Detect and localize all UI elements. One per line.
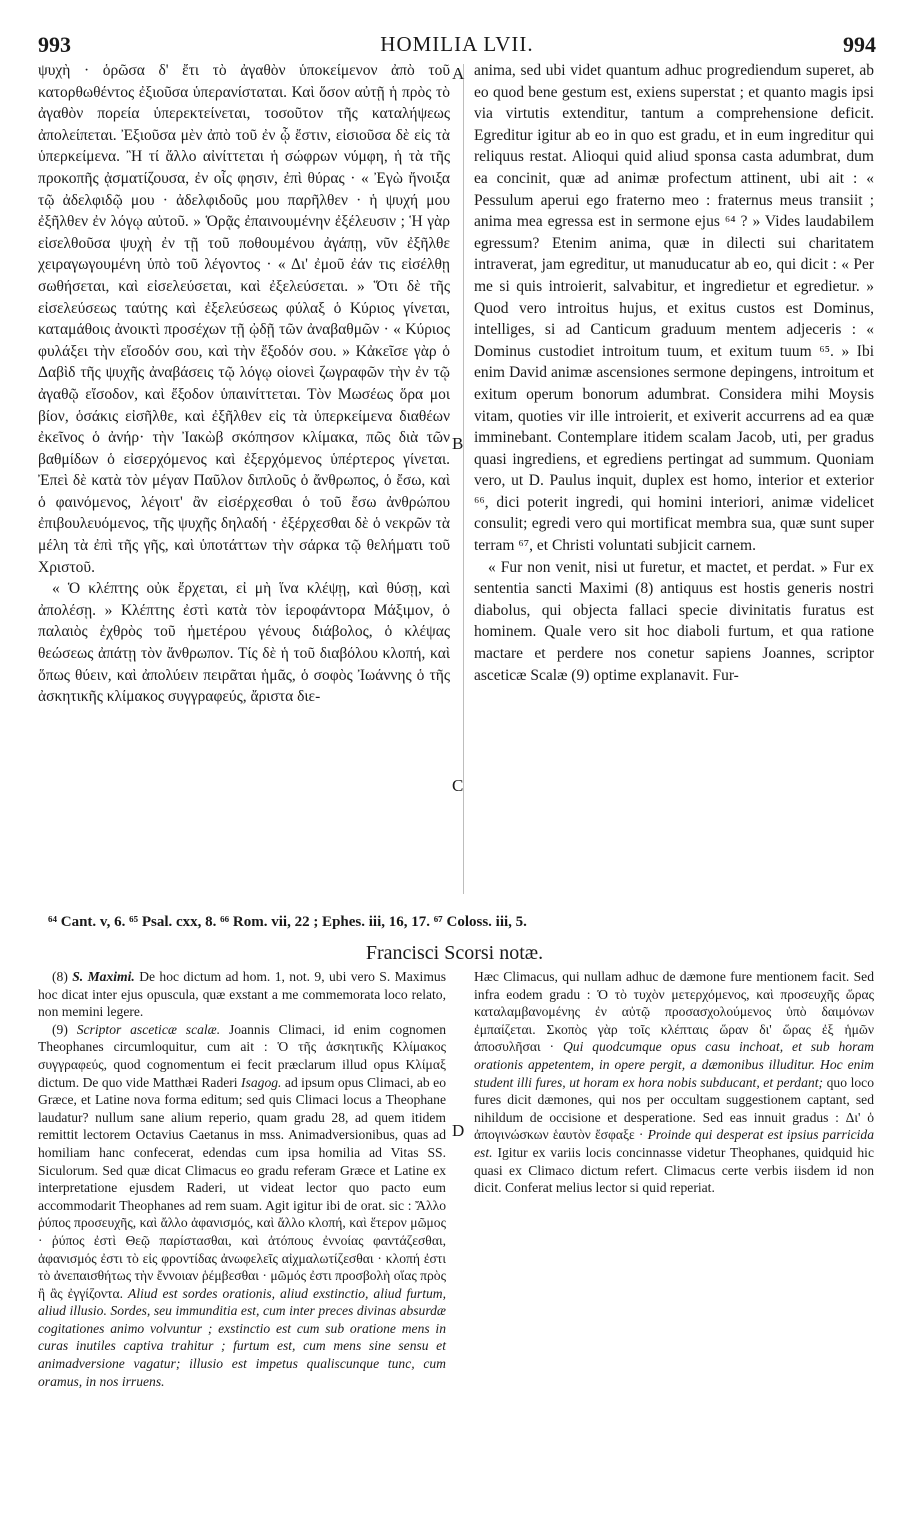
note-9-number: (9)	[52, 1021, 68, 1037]
column-divider	[463, 64, 464, 894]
latin-column	[474, 60, 874, 686]
greek-paragraph-2: « Ὁ κλέπτης οὐκ ἔρχεται, εἰ μὴ ἵνα κλέψῃ, καὶ θύσῃ, καὶ ἀπολέσῃ. » Κλέπτης ἐστὶ κατὰ τὸν ἱεροφάντορα Μάξιμον, ὁ παλαιὸς ἐχθρὸς τοῦ ἡμετέρου γένους διάβολος, ὁ κλέψας θεώσεως ἀπάτῃ τὸν ἄνθρωπον. Τίς δὲ ἡ τοῦ διαβόλου κλοπή, καὶ ὅπως θύειν, καὶ ἀπολύειν πειρᾶται ἡμᾶς, ὁ σοφὸς Ἰωάννης ὁ τῆς ἀσκητικῆς κλίμακος συγγραφεύς, ἄριστα διε-	[38, 580, 450, 706]
note-9-heading: Scriptor asceticæ scalæ.	[76, 1021, 221, 1037]
latin-paragraph-1: anima, sed ubi videt quantum adhuc progrediendum superet, ab eo quod bene gestum est, exiens superstat ; et quanto magis ipsi via virtutis extenditur, tantum a comprehensione deficit. Egreditur igitur ab eo in quo est gradu, et in eum ingreditur qui reliquus restat. Alioqui quid aliud sponsa casta adumbrat, dum ea concinit, quæ ad animæ profectum attinent, ubi ait : « Pessulum aperui ego fraterno meo : fraternus meus transiit ; anima mea egressa est in sermone ejus ⁶⁴ ? » Vides laudabilem egressum? Etenim anima, quæ in dilecti sui charitatem intraverat, jam egreditur, ut manuducatur ab eo, qui dicit : « Per me si quis introierit, salvabitur, et ingredietur et egredietur. » Quod vero introitus hujus, et exitus custos est Dominus, intelliges, si ad Canticum graduum mentem adjeceris : « Dominus custodiet introitum tuum, et exitum tuum ⁶⁵. » Ibi enim David animæ ascensiones sermone depingens, introitum et exitum operum bonorum adumbrat. Considera mihi Moysis vitam, quoties vir ille introierit, et exiverit accurrens ad ea quæ imminebant. Contemplare itidem scalam Jacob, uti, per gradus quasi ingrediens, et egrediens pertingat ad summum. Quoniam vero, ut D. Paulus inquit, duplex est homo, interior et exterior ⁶⁶, dici poterit ingredi, qui homini interiori, animæ videlicet consulit; egredi vero qui mortificat membra sua, quæ sunt super terram ⁶⁷, et Christi voluntati subjicit carnem.	[474, 62, 874, 555]
running-title: HOMILIA LVII.	[380, 32, 534, 56]
greek-paragraph-1: ψυχὴ · ὁρῶσα δ' ἔτι τὸ ἀγαθὸν ὑποκείμενον ἀπὸ τοῦ κατορθωθέντος ἐξιοῦσα ὑπερανίσταται. Καὶ ὅσον αὐτῇ ἡ πρὸς τὸ ἀγαθὸν πορεία ὑπερεκτείνεται, τοσοῦτον τῆς καταλήψεως ἀπολείπεται. Ἐξιοῦσα μὲν ἀπὸ τοῦ ἐν ᾧ ἔστιν, εἰσιοῦσα δὲ εἰς τὰ ὑπερκείμενα. Ἢ τί ἄλλο αἰνίττεται ἡ σώφρων νύμφη, ἡ τὰ τῆς προκοπῆς ᾀσματίζουσα, ἐν οἷς φησιν, ἐπὶ θύρας · « Ἐγὼ ἤνοιξα τῷ ἀδελφιδῷ μου · ἀδελφιδοῦς μου παρῆλθεν · ἡ ψυχή μου ἐξῆλθεν ἐν λόγῳ αὐτοῦ. » Ὁρᾷς ἐπαινουμένην ἐξέλευσιν ; Ἡ γὰρ εἰσελθοῦσα ψυχὴ ἐν τῇ τοῦ ποθουμένου ἀγάπῃ, νῦν ἐξῆλθε χειραγωγουμένη ὑπὸ τοῦ λέγοντος · « Δι' ἐμοῦ ἐάν τις εἰσέλθῃ σωθήσεται, καὶ εἰσελεύσεται, καὶ ἐξελεύσεται. » Ὅτι δὲ τῆς εἰσελεύσεως ταύτης καὶ ἐξελεύσεως φύλαξ ὁ Κύριος γίνεται, καταμάθοις ἀνοικτὶ προσέχων τῇ ᾠδῇ τῶν ἀναβαθμῶν · « Κύριος φυλάξει τὴν εἴσοδόν σου, καὶ τὴν ἔξοδόν σου. » Κἀκεῖσε γὰρ ὁ Δαβὶδ τῆς ψυχῆς ἀναβάσεις τῷ λόγῳ οἱονεὶ ζωγραφῶν τὴν ἐν τῷ ἀγαθῷ εἴσοδον, καὶ ἔξοδον ὑπαινίττεται. Τὸν Μωσέως ὅρα μοι βίον, ὁσάκις εἰσῆλθε, καὶ ἐξῆλθεν εἰς τὰ ὑπερκείμενα διαθέων ἐκεῖνος ὁ ἀνήρ· τὴν Ἰακὼβ σκόπησον κλίμακα, πῶς διὰ τῶν βαθμίδων ὁ εἰσερχόμενος καὶ ἐξερχόμενος ὑπέρτερος γίνεται. Ἐπεὶ δὲ κατὰ τὸν μέγαν Παῦλον διπλοῦς ὁ ἄνθρωπος, ὁ ἔσω, καὶ ὁ φαινόμενος, λέγοιτ' ἂν εἰσέρχεσθαι ὁ τοῦ ἔσω ἀνθρώπου ἐπιβουλευόμενος, τῆς ψυχῆς δηλαδή · ἐξέρχεσθαι δὲ ὁ νεκρῶν τὰ μέλη τὰ ἐπὶ τῆς γῆς, καὶ ὑποτάττων τὴν σάρκα τῷ θελήματι τοῦ Χριστοῦ.	[38, 62, 450, 576]
note-8-heading: S. Maximi.	[72, 969, 135, 984]
note-9-italic-1: Aliud est sordes orationis, aliud exstinctio, aliud furtum, aliud illusio. Sordes, seu immunditia est, cum inter preces divinas absurdæ cogitationes animo volvuntur ; exstinctio est cum sub oratione mens in curas inutiles captiva trahitur ; furtum est, cum mens sine sensu et animadversione vagatur; illusio est impetus qualiscunque tunc, cum oramus, in nos irruens.	[38, 1285, 447, 1389]
note-9-italic-2: Qui quodcumque opus casu inchoat, et sub horam orationis appetentem, in opere pergit, a dæmonibus illuditur. Hoc enim student illi fures, ut horam ex hora nobis subducant, et perdant;	[474, 1039, 875, 1090]
note-9-continued	[474, 968, 874, 1197]
page-number-right: 994	[843, 32, 876, 57]
page-number-left: 993	[38, 32, 71, 57]
margin-letter-a: A	[452, 64, 465, 83]
footnotes: ⁶⁴ Cant. v, 6. ⁶⁵ Psal. cxx, 8. ⁶⁶ Rom. vii, 22 ; Ephes. iii, 16, 17. ⁶⁷ Coloss. iii, 5.	[48, 914, 527, 930]
note-8	[38, 968, 446, 1021]
note-8-number: (8)	[52, 969, 68, 984]
notes-left-column	[38, 968, 446, 1390]
notes-title: Francisci Scorsi notæ.	[365, 942, 544, 964]
note-9-text-3: Hæc Climacus, qui nullam adhuc de dæmone fure mentionem facit. Sed infra eodem gradu : Ὁ τὸ τυχὸν μετερχόμενος, καὶ προσευχῆς ὥρας καταλαμβανομένης ἐν αὐτῷ προσασχολούμενος ὑπὸ δαιμόνων ἐμπαίζεται. Σκοπὸς γὰρ τοῖς κλέπταις ὥραν δι' ὥρας ἐξ ἡμῶν ἀποσυλῆσαι ·	[474, 969, 874, 1055]
note-9	[38, 1021, 446, 1390]
margin-letter-c: C	[452, 776, 464, 795]
note-9-text-4: quo loco fures dicit dæmones, qui nos per occultam suggestionem captant, sed nihildum de occisione et desperatione. Sed eas innuit gradus : Δι' ὁ ἀπογινώσκων ἑαυτὸν ἔσφαξε ·	[474, 1074, 874, 1143]
greek-column	[38, 60, 450, 708]
note-9-text-2: ad ipsum opus Climaci, ab eo Græce, et Latine nova forma editum; sed quis Climaci locus a Theophane laudatur? nullum sane alium reperio, quam gradu 28, ad quem itidem remittit lectorem Octavius Caetanus in mss. Animadversionibus, quas ad homiliam hanc confecerat, edendas cum ipsa homilia ad Vitas SS. Siculorum. Sed quæ dicat Climacus eo gradu referam Græce et Latine ex interpretatione ejusdem Raderi, ut videat lector quo pacto eum accommodarit Theophanes ad rem suam. Agit igitur ibi de orat. sic : Ἄλλο ῥύπος προσευχῆς, καὶ ἄλλο ἀφανισμός, καὶ ἄλλο κλοπή, καὶ ἕτερον μῶμος · ῥύπος ἐστὶ Θεῷ παρίστασθαι, καὶ ἀτόπους ἐννοίας φαντάζεσθαι, ἀφανισμός ἐστι τὸ εἰς φροντίδας ἀνωφελεῖς αἰχμαλωτίζεσθαι · κλοπή ἐστι τὸ ἀνεπαισθήτως τὴν ἔννοιαν ῥέμβεσθαι · μῶμός ἐστι προσβολὴ οἵας πρὸς ἢ ἂς ἐγγίζοντα.	[38, 1074, 446, 1301]
note-8-text: De hoc dictum ad hom. 1, not. 9, ubi vero S. Maximus hoc dicat inter ejus opuscula, quæ exstant a me commemorata loco relato, non memini legere.	[38, 969, 446, 1020]
note-9-text-5: Igitur ex variis locis concinnasse videtur Theophanes, quidquid hic quasi ex Climaco dictum refert. Climacus certe verbis iisdem id non dicit. Conferat melius lector si quid reperiat.	[474, 1144, 874, 1196]
note-9-isagog: Isagog.	[241, 1074, 282, 1090]
margin-letter-b: B	[452, 434, 464, 453]
latin-paragraph-2: « Fur non venit, nisi ut furetur, et mactet, et perdat. » Fur ex sententia sancti Maximi (8) antiquus est hostis generis nostri diabolus, qui objecta fallaci specie divinitatis furatus est hominem. Quale vero sit hoc diaboli furtum, et qua ratione mactare et perdere nos conetur sapiens Joannes, scriptor asceticæ Scalæ (9) optime explanavit. Fur-	[474, 558, 874, 684]
note-9-text-1: Joannis Climaci, id enim cognomen Theophanes circumloquitur, cum ait : Ὁ τῆς ἀσκητικῆς Κλίμακος συγγραφεύς, quod cognomentum ei fecit præclarum illud opus Κλίμαξ dictum. De quo vide Matthæi Raderi	[38, 1021, 447, 1090]
margin-letter-d: D	[452, 1121, 465, 1140]
notes-right-column	[474, 968, 874, 1197]
note-9-italic-3: Proinde qui desperat est ipsius parricida est.	[474, 1127, 874, 1160]
page-header	[38, 32, 876, 58]
